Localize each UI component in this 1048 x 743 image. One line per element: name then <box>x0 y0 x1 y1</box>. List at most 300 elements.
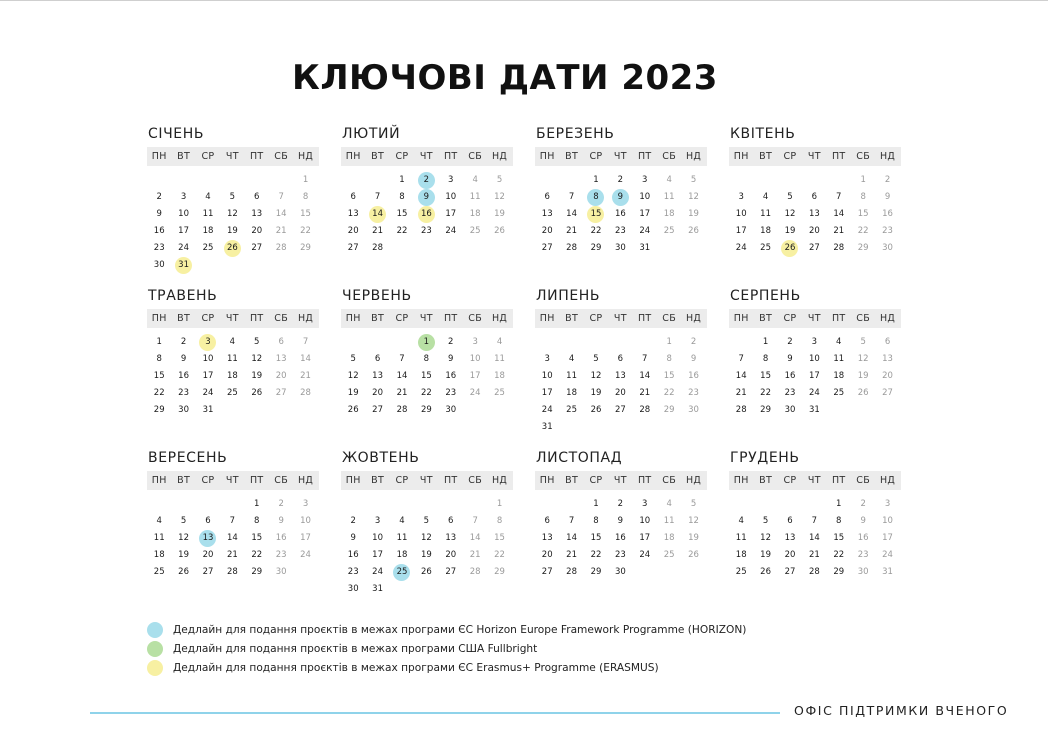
day-number: 29 <box>420 405 432 415</box>
day-cell <box>584 368 608 385</box>
day-cell <box>559 530 583 547</box>
day-number: 23 <box>445 388 457 398</box>
day-cell <box>341 240 365 257</box>
day-cell <box>851 385 875 402</box>
day-number: 20 <box>372 388 383 398</box>
weekday-label: СР <box>201 151 215 162</box>
week-row <box>729 385 901 402</box>
empty-day-cell <box>487 581 511 598</box>
day-cell <box>365 547 389 564</box>
day-cell <box>729 547 753 564</box>
day-number: 14 <box>469 533 481 543</box>
day-number: 22 <box>663 388 675 398</box>
day-number: 19 <box>251 371 263 381</box>
day-number: 16 <box>420 209 432 219</box>
day-cell <box>463 530 487 547</box>
day-number: 27 <box>202 567 214 577</box>
day-number: 15 <box>857 209 869 219</box>
day-number: 22 <box>396 226 408 236</box>
legend-dot-fullbright <box>147 641 163 657</box>
empty-day-cell <box>802 172 826 189</box>
empty-day-cell <box>463 402 487 419</box>
weekday-label: СР <box>783 313 797 324</box>
day-cell <box>778 189 802 206</box>
weekday-label: СБ <box>856 313 871 324</box>
day-number: 23 <box>614 226 626 236</box>
day-cell <box>657 402 681 419</box>
day-number: 1 <box>860 175 866 185</box>
week-row <box>147 564 319 581</box>
day-cell <box>778 206 802 223</box>
day-number: 16 <box>857 533 869 543</box>
day-number: 16 <box>688 371 699 381</box>
month-name: ЛИСТОПАД <box>536 450 623 466</box>
week-row <box>341 172 513 189</box>
empty-day-cell <box>802 496 826 513</box>
weekday-label: НД <box>685 475 702 486</box>
day-number: 14 <box>639 371 651 381</box>
day-number: 5 <box>229 192 236 202</box>
day-number: 3 <box>642 499 648 509</box>
empty-day-cell <box>341 334 365 351</box>
day-number: 9 <box>448 354 454 364</box>
day-cell <box>487 334 511 351</box>
day-number: 23 <box>178 388 189 398</box>
week-row <box>729 351 901 368</box>
day-number: 20 <box>784 550 796 560</box>
day-number: 4 <box>568 354 575 364</box>
day-number: 18 <box>469 209 481 219</box>
day-number: 16 <box>445 371 457 381</box>
day-cell <box>827 547 851 564</box>
day-cell <box>487 368 511 385</box>
day-number: 7 <box>302 337 309 347</box>
day-cell <box>753 351 777 368</box>
day-number: 17 <box>639 533 651 543</box>
days-grid <box>535 496 707 581</box>
month-12 <box>729 449 901 581</box>
day-cell <box>584 530 608 547</box>
day-number: 15 <box>300 209 311 219</box>
day-number: 14 <box>396 371 408 381</box>
day-number: 19 <box>784 226 796 236</box>
day-number: 29 <box>760 405 771 415</box>
empty-day-cell <box>439 581 463 598</box>
day-cell <box>729 530 753 547</box>
weekday-label: НД <box>297 475 314 486</box>
day-cell <box>220 240 244 257</box>
day-cell <box>269 206 293 223</box>
day-cell <box>681 368 705 385</box>
day-cell <box>245 223 269 240</box>
month-10 <box>341 449 513 598</box>
day-cell <box>633 223 657 240</box>
day-cell <box>681 189 705 206</box>
day-cell <box>487 206 511 223</box>
day-cell <box>390 189 414 206</box>
empty-day-cell <box>778 172 802 189</box>
day-cell <box>535 547 559 564</box>
day-cell <box>681 172 705 189</box>
day-cell <box>753 513 777 530</box>
day-number: 27 <box>784 567 796 577</box>
day-number: 21 <box>226 550 238 560</box>
day-number: 12 <box>590 371 602 381</box>
day-number: 6 <box>278 337 284 347</box>
day-number: 9 <box>787 354 793 364</box>
day-number: 7 <box>836 192 842 202</box>
weekday-label: ПН <box>345 151 361 162</box>
empty-day-cell <box>171 496 195 513</box>
day-number: 5 <box>350 354 356 364</box>
day-number: 14 <box>808 533 820 543</box>
day-cell <box>341 581 365 598</box>
empty-day-cell <box>269 402 293 419</box>
day-number: 22 <box>590 226 602 236</box>
empty-day-cell <box>414 240 438 257</box>
month-8 <box>729 287 901 419</box>
day-number: 4 <box>666 499 672 509</box>
day-cell <box>341 223 365 240</box>
day-cell <box>681 206 705 223</box>
week-row <box>147 547 319 564</box>
day-cell <box>535 402 559 419</box>
day-cell <box>535 419 559 436</box>
day-number: 16 <box>275 533 287 543</box>
day-number: 5 <box>423 516 430 526</box>
day-cell <box>487 513 511 530</box>
day-cell <box>269 334 293 351</box>
day-cell <box>463 223 487 240</box>
day-number: 4 <box>666 175 672 185</box>
day-number: 12 <box>760 533 771 543</box>
day-number: 31 <box>639 243 651 253</box>
day-cell <box>390 206 414 223</box>
week-row <box>729 368 901 385</box>
day-cell <box>439 385 463 402</box>
day-number: 10 <box>882 516 893 526</box>
empty-day-cell <box>365 496 389 513</box>
day-number: 19 <box>226 226 238 236</box>
day-number: 13 <box>541 209 553 219</box>
day-number: 9 <box>617 192 624 202</box>
day-number: 21 <box>735 388 747 398</box>
day-cell <box>802 547 826 564</box>
day-cell <box>681 547 705 564</box>
weekday-label: ПТ <box>637 475 652 486</box>
weekday-label: СБ <box>662 151 677 162</box>
day-cell <box>414 189 438 206</box>
day-number: 31 <box>372 584 383 594</box>
day-number: 11 <box>202 209 214 219</box>
day-number: 3 <box>205 337 211 347</box>
day-cell <box>487 172 511 189</box>
empty-day-cell <box>827 172 851 189</box>
day-number: 24 <box>541 405 553 415</box>
day-number: 21 <box>372 226 383 236</box>
day-number: 23 <box>857 550 869 560</box>
day-number: 22 <box>590 550 602 560</box>
day-number: 27 <box>372 405 383 415</box>
day-number: 13 <box>882 354 893 364</box>
day-number: 3 <box>544 354 550 364</box>
day-cell <box>390 564 414 581</box>
day-cell <box>633 172 657 189</box>
day-cell <box>269 351 293 368</box>
day-cell <box>657 496 681 513</box>
weekday-label: СР <box>395 151 409 162</box>
weekday-label: СР <box>395 475 409 486</box>
day-number: 17 <box>639 209 651 219</box>
day-number: 6 <box>374 354 381 364</box>
day-number: 13 <box>202 533 214 543</box>
weekday-label: ВТ <box>371 313 385 324</box>
empty-day-cell <box>681 240 705 257</box>
month-name: СЕРПЕНЬ <box>730 288 801 304</box>
empty-day-cell <box>147 496 171 513</box>
day-cell <box>827 240 851 257</box>
empty-day-cell <box>753 172 777 189</box>
day-number: 25 <box>566 405 577 415</box>
weekday-label: ПН <box>151 151 167 162</box>
day-number: 4 <box>496 337 503 347</box>
empty-day-cell <box>220 496 244 513</box>
day-cell <box>584 240 608 257</box>
day-cell <box>487 223 511 240</box>
day-cell <box>559 223 583 240</box>
days-grid <box>729 334 901 419</box>
day-number: 13 <box>784 533 796 543</box>
day-number: 10 <box>202 354 214 364</box>
day-cell <box>851 513 875 530</box>
week-row <box>535 496 707 513</box>
day-cell <box>171 206 195 223</box>
day-number: 18 <box>663 209 675 219</box>
day-number: 4 <box>205 192 211 202</box>
month-9 <box>147 449 319 581</box>
day-number: 11 <box>663 192 675 202</box>
day-cell <box>220 547 244 564</box>
day-cell <box>147 223 171 240</box>
day-cell <box>875 172 899 189</box>
week-row <box>729 240 901 257</box>
day-cell <box>439 368 463 385</box>
day-cell <box>608 564 632 581</box>
day-cell <box>365 385 389 402</box>
day-number: 23 <box>882 226 893 236</box>
day-number: 27 <box>614 405 626 415</box>
day-number: 5 <box>690 499 697 509</box>
day-number: 2 <box>350 516 356 526</box>
empty-day-cell <box>414 496 438 513</box>
day-number: 14 <box>275 209 287 219</box>
day-number: 14 <box>226 533 238 543</box>
weekday-label: ВТ <box>759 151 773 162</box>
day-cell <box>875 564 899 581</box>
empty-day-cell <box>584 334 608 351</box>
day-cell <box>827 368 851 385</box>
day-cell <box>196 547 220 564</box>
day-number: 21 <box>566 550 577 560</box>
day-number: 2 <box>423 175 430 185</box>
day-number: 26 <box>590 405 602 415</box>
day-number: 13 <box>445 533 457 543</box>
day-cell <box>439 402 463 419</box>
day-number: 20 <box>445 550 457 560</box>
day-cell <box>827 206 851 223</box>
empty-day-cell <box>729 334 753 351</box>
weekday-label: СР <box>589 475 603 486</box>
day-cell <box>681 334 705 351</box>
weekday-label: ПН <box>733 475 749 486</box>
day-number: 12 <box>226 209 238 219</box>
day-cell <box>147 513 171 530</box>
day-cell <box>681 530 705 547</box>
day-cell <box>245 564 269 581</box>
empty-day-cell <box>729 172 753 189</box>
empty-day-cell <box>827 402 851 419</box>
week-row <box>535 206 707 223</box>
day-cell <box>390 223 414 240</box>
week-row <box>341 223 513 240</box>
days-grid <box>535 334 707 436</box>
day-cell <box>875 240 899 257</box>
weekday-label: СР <box>589 151 603 162</box>
day-number: 24 <box>372 567 383 577</box>
empty-day-cell <box>657 240 681 257</box>
day-cell <box>293 189 317 206</box>
day-number: 16 <box>153 226 165 236</box>
day-number: 18 <box>202 226 214 236</box>
day-number: 6 <box>884 337 891 347</box>
day-cell <box>365 368 389 385</box>
day-number: 28 <box>396 405 408 415</box>
weekday-label: НД <box>491 313 508 324</box>
day-cell <box>681 385 705 402</box>
day-cell <box>390 513 414 530</box>
day-cell <box>341 351 365 368</box>
day-cell <box>414 402 438 419</box>
day-number: 30 <box>857 567 869 577</box>
day-number: 5 <box>180 516 187 526</box>
day-number: 22 <box>251 550 263 560</box>
weekday-label: СР <box>201 475 215 486</box>
day-cell <box>608 223 632 240</box>
day-number: 2 <box>617 175 624 185</box>
day-cell <box>608 547 632 564</box>
month-11 <box>535 449 707 581</box>
month-name: КВІТЕНЬ <box>730 126 796 142</box>
day-cell <box>147 257 171 274</box>
empty-day-cell <box>487 240 511 257</box>
day-cell <box>633 206 657 223</box>
weekday-label: ПН <box>345 313 361 324</box>
empty-day-cell <box>463 581 487 598</box>
weekday-label: ЧТ <box>613 475 627 486</box>
day-cell <box>559 564 583 581</box>
day-cell <box>633 530 657 547</box>
day-number: 3 <box>374 516 381 526</box>
weekday-header <box>729 147 901 166</box>
week-row <box>729 334 901 351</box>
weekday-label: ПТ <box>637 151 652 162</box>
legend <box>147 620 746 677</box>
day-cell <box>535 206 559 223</box>
day-number: 26 <box>760 567 771 577</box>
week-row <box>535 385 707 402</box>
day-cell <box>681 513 705 530</box>
day-cell <box>608 240 632 257</box>
day-number: 14 <box>566 533 577 543</box>
day-cell <box>608 385 632 402</box>
day-cell <box>875 334 899 351</box>
weekday-label: ПН <box>151 313 167 324</box>
day-cell <box>414 206 438 223</box>
day-number: 12 <box>347 371 359 381</box>
day-number: 29 <box>857 243 869 253</box>
day-cell <box>851 206 875 223</box>
day-cell <box>633 513 657 530</box>
empty-day-cell <box>220 257 244 274</box>
day-cell <box>584 385 608 402</box>
weekday-label: НД <box>685 313 702 324</box>
week-row <box>535 351 707 368</box>
day-number: 10 <box>735 209 747 219</box>
day-cell <box>559 206 583 223</box>
day-cell <box>269 530 293 547</box>
day-number: 15 <box>760 371 771 381</box>
day-cell <box>535 351 559 368</box>
empty-day-cell <box>559 496 583 513</box>
day-cell <box>463 351 487 368</box>
empty-day-cell <box>559 334 583 351</box>
day-cell <box>559 547 583 564</box>
day-number: 19 <box>420 550 432 560</box>
day-number: 21 <box>275 226 287 236</box>
weekday-label: ПТ <box>831 313 846 324</box>
empty-day-cell <box>729 496 753 513</box>
day-cell <box>293 206 317 223</box>
month-name: ТРАВЕНЬ <box>148 288 218 304</box>
day-cell <box>802 530 826 547</box>
day-number: 3 <box>472 337 478 347</box>
day-cell <box>463 172 487 189</box>
day-cell <box>559 189 583 206</box>
day-number: 21 <box>808 550 820 560</box>
day-cell <box>439 547 463 564</box>
day-cell <box>147 334 171 351</box>
day-cell <box>269 564 293 581</box>
day-cell <box>875 223 899 240</box>
day-cell <box>657 206 681 223</box>
day-number: 8 <box>836 516 842 526</box>
day-cell <box>220 189 244 206</box>
legend-item-horizon <box>147 620 746 639</box>
day-number: 13 <box>614 371 626 381</box>
day-cell <box>245 547 269 564</box>
day-number: 13 <box>275 354 287 364</box>
day-number: 15 <box>153 371 165 381</box>
day-number: 11 <box>735 533 747 543</box>
weekday-label: ЧТ <box>807 151 821 162</box>
day-number: 22 <box>494 550 505 560</box>
day-number: 28 <box>808 567 820 577</box>
weekday-label: ПН <box>733 313 749 324</box>
day-number: 5 <box>254 337 260 347</box>
empty-day-cell <box>220 172 244 189</box>
week-row <box>147 172 319 189</box>
day-cell <box>559 240 583 257</box>
